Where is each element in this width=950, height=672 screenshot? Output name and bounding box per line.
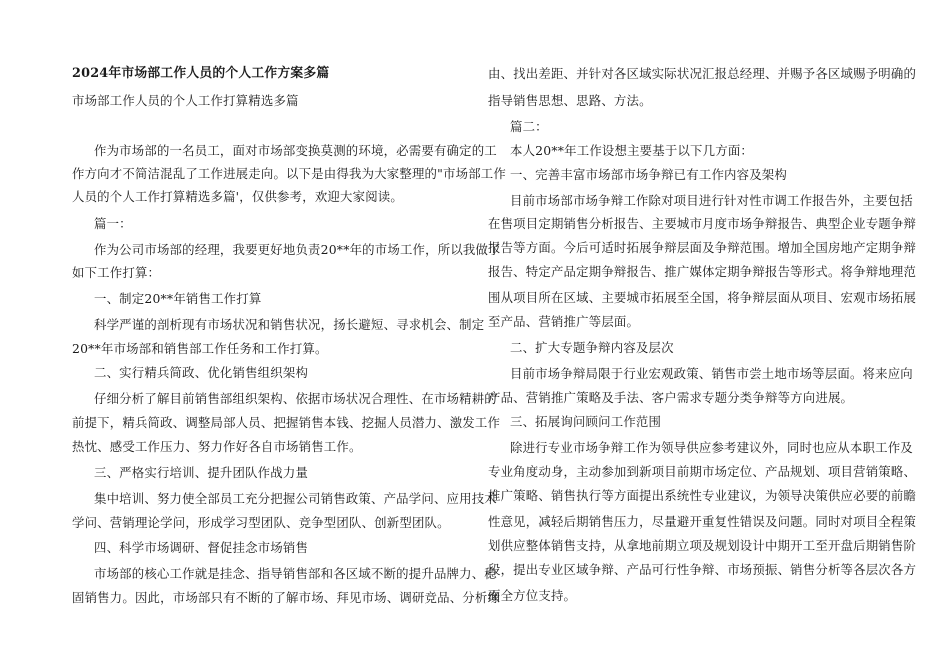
paragraph-line: 市场部的核心工作就是挂念、指导销售部和各区域不断的提升品牌力、稳 — [94, 566, 497, 581]
document-title: 2024年市场部工作人员的个人工作方案多篇 — [72, 66, 330, 81]
paragraph-line: 前提下，精兵简政、调整局部人员、把握销售本钱、挖掘人员潜力、激发工作 — [72, 415, 501, 430]
paragraph-line: 划供应整体销售支持，从拿地前期立项及规划设计中期开工至开盘后期销售阶 — [488, 538, 917, 553]
paragraph-line: 作为公司市场部的经理，我要更好地负责20**年的市场工作，所以我做了 — [94, 242, 501, 257]
paragraph-line: 仔细分析了解目前销售部组织架构、依据市场状况合理性、在市场精耕的 — [94, 391, 497, 406]
paragraph-line: 科学严谨的剖析现有市场状况和销售状况，扬长避短、寻求机会、制定 — [94, 317, 485, 332]
paragraph-line: 报告、特定产品定期争辩报告、推广媒体定期争辩报告等形式。将争辩地理范 — [488, 264, 917, 279]
paragraph-line: 固销售力。因此，市场部只有不断的了解市场、拜见市场、调研竞品、分析缘 — [72, 590, 501, 605]
paragraph-line: 作为市场部的一名员工，面对市场部变换莫测的环境，必需要有确定的工 — [94, 143, 497, 158]
paragraph-line: 至产品、营销推广等层面。 — [488, 314, 640, 329]
paragraph-line: 如下工作打算： — [72, 265, 161, 280]
paragraph-line: 在售项目定期销售分析报告、主要城市月度市场争辩报告、典型企业专题争辩 — [488, 216, 917, 231]
paragraph-line: 学问、营销理论学问，形成学习型团队、竞争型团队、创新型团队。 — [72, 515, 450, 530]
section-heading: 一、制定20**年销售工作打算 — [94, 291, 262, 306]
paragraph-line: 目前市场部市场争辩工作除对项目进行针对性市调工作报告外，主要包括 — [510, 193, 913, 208]
paragraph-line: 围从项目所在区域、主要城市拓展至全国，将争辩层面从项目、宏观市场拓展 — [488, 290, 917, 305]
paragraph-line: 20**年市场部和销售部工作任务和工作打算。 — [72, 341, 328, 356]
paragraph-line: 集中培训、努力使全部员工充分把握公司销售政策、产品学问、应用技术 — [94, 491, 497, 506]
paragraph-line: 面全方位支持。 — [488, 588, 577, 603]
paragraph-line: 报告等方面。今后可适时拓展争辩层面及争辩范围。增加全国房地产定期争辩 — [488, 240, 917, 255]
section-heading: 二、实行精兵简政、优化销售组织架构 — [94, 365, 309, 380]
paragraph-line: 指导销售思想、思路、方法。 — [488, 93, 652, 108]
document-subtitle: 市场部工作人员的个人工作打算精选多篇 — [72, 93, 299, 108]
paragraph-line: 推广策略、销售执行等方面提出系统性专业建议，为领导决策供应必要的前瞻 — [488, 488, 917, 503]
paragraph-line: 性意见，减轻后期销售压力，尽量避开重复性错误及问题。同时对项目全程策 — [488, 514, 917, 529]
section-heading: 一、完善丰富市场部市场争辩已有工作内容及架构 — [510, 167, 787, 182]
section-heading: 篇一： — [94, 216, 132, 231]
paragraph-line: 本人20**年工作设想主要基于以下几方面： — [510, 143, 753, 158]
section-heading: 篇二： — [510, 119, 548, 134]
section-heading: 三、拓展询问顾问工作范围 — [510, 414, 662, 429]
section-heading: 三、严格实行培训、提升团队作战力量 — [94, 465, 309, 480]
section-heading: 二、扩大专题争辩内容及层次 — [510, 340, 674, 355]
paragraph-line: 热忱、感受工作压力、努力作好各自市场销售工作。 — [72, 439, 362, 454]
section-heading: 四、科学市场调研、督促挂念市场销售 — [94, 540, 309, 555]
paragraph-line: 作方向才不简洁混乱了工作进展走向。以下是由得我为大家整理的"市场部工作 — [72, 166, 506, 181]
paragraph-line: 除进行专业市场争辩工作为领导供应参考建议外，同时也应从本职工作及 — [510, 440, 913, 455]
paragraph-line: 专业角度动身，主动参加到新项目前期市场定位、产品规划、项目营销策略、 — [488, 464, 917, 479]
paragraph-line: 由、找出差距、并针对各区域实际状况汇报总经理、并赐予各区域赐予明确的 — [488, 66, 917, 81]
paragraph-line: 目前市场争辩局限于行业宏观政策、销售市尝土地市场等层面。将来应向 — [510, 366, 913, 381]
paragraph-line: 人员的个人工作打算精选多篇'，仅供参考，欢迎大家阅读。 — [72, 189, 403, 204]
paragraph-line: 产品、营销推广策略及手法、客户需求专题分类争辩等方向进展。 — [488, 390, 854, 405]
paragraph-line: 段，提出专业区域争辩、产品可行性争辩、市场预振、销售分析等各层次各方 — [488, 562, 917, 577]
